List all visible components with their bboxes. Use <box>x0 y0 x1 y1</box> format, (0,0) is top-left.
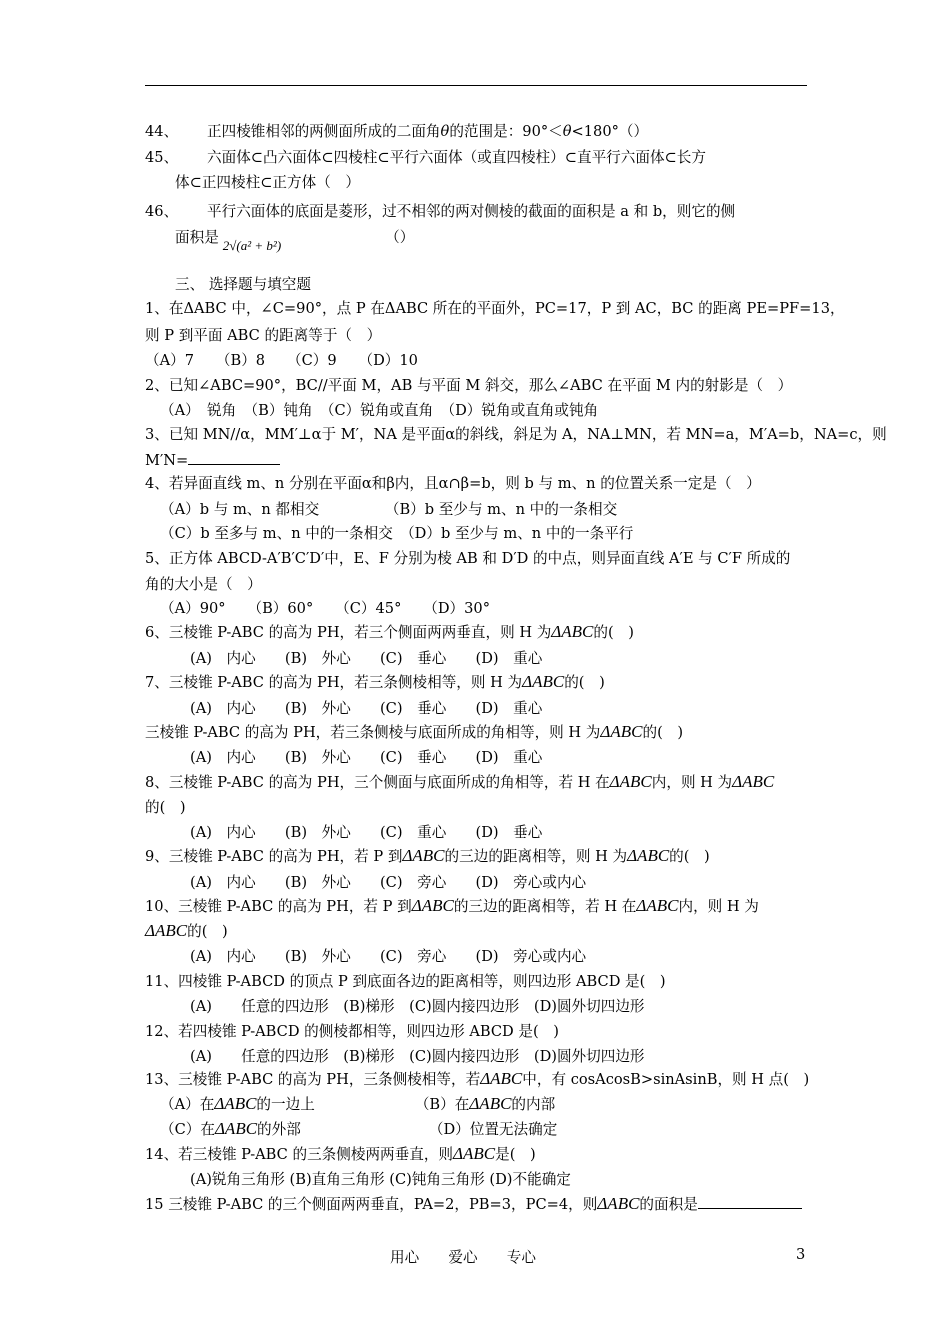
q10-line2: ΔABC的( ) <box>145 921 228 940</box>
answer-blank <box>698 1194 802 1209</box>
answer-blank <box>188 450 280 465</box>
q13-line1: 13、三棱锥 P-ABC 的高为 PH，三条侧棱相等，若ΔABC中，有 cosAcosB>sinAsinB，则 H 点( ) <box>145 1069 810 1088</box>
q1-line2: 则 P 到平面 ABC 的距离等于（ ） <box>145 327 382 344</box>
q6-options: (A) 内心 (B) 外心 (C) 垂心 (D) 重心 <box>190 650 543 667</box>
header-rule <box>145 85 807 86</box>
q10-options: (A) 内心 (B) 外心 (C) 旁心 (D) 旁心或内心 <box>190 948 587 965</box>
q5-line1: 5、正方体 ABCD-A′B′C′D′中，E、F 分别为棱 AB 和 D′D 的中点，则异面直线 A′E 与 C′F 所成的 <box>145 550 791 567</box>
q9-options: (A) 内心 (B) 外心 (C) 旁心 (D) 旁心或内心 <box>190 874 587 891</box>
q7-options: (A) 内心 (B) 外心 (C) 垂心 (D) 重心 <box>190 700 543 717</box>
q8-line2: 的( ) <box>145 799 186 816</box>
q10-line1: 10、三棱锥 P-ABC 的高为 PH，若 P 到ΔABC的三边的距离相等，若 H 在ΔABC内，则 H 为 <box>145 896 759 915</box>
q1-line1: 1、在ΔABC 中，∠C=90°，点 P 在ΔABC 所在的平面外，PC=17，P 到 AC，BC 的距离 PE=PF=13， <box>145 300 845 317</box>
sqrt-formula: 2√(a² + b²) <box>222 238 282 253</box>
q12-options: (A) 任意的四边形 (B)梯形 (C)圆内接四边形 (D)圆外切四边形 <box>190 1048 645 1065</box>
q8-line1: 8、三棱锥 P-ABC 的高为 PH，三个侧面与底面所成的角相等，若 H 在ΔABC内，则 H 为ΔABC <box>145 772 775 791</box>
q9-line1: 9、三棱锥 P-ABC 的高为 PH，若 P 到ΔABC的三边的距离相等，则 H 为ΔABC的( ) <box>145 846 710 865</box>
q7b-options: (A) 内心 (B) 外心 (C) 垂心 (D) 重心 <box>190 749 543 766</box>
q14-options: (A)锐角三角形 (B)直角三角形 (C)钝角三角形 (D)不能确定 <box>190 1171 571 1188</box>
q5-options: （A）90° （B）60° （C）45° （D）30° <box>160 600 491 617</box>
item-45-cont: 体⊂正四棱柱⊂正方体（ ） <box>175 174 360 191</box>
item-45: 45、 六面体⊂凸六面体⊂四棱柱⊂平行六面体（或直四棱柱）⊂直平行六面体⊂长方 <box>145 149 706 166</box>
item-46-cont: 面积是 2√(a² + b²) （） <box>175 228 414 256</box>
q1-options: （A）7 （B）8 （C）9 （D）10 <box>145 352 418 369</box>
page-footer: 用心 爱心 专心 <box>390 1249 536 1266</box>
page-number: 3 <box>796 1246 806 1263</box>
q4-line1: 4、若异面直线 m、n 分别在平面α和β内，且α∩β=b，则 b 与 m、n 的位置关系一定是（ ） <box>145 475 761 492</box>
q2-options: （A） 锐角 （B）钝角 （C）锐角或直角 （D）锐角或直角或钝角 <box>160 402 599 419</box>
q7-line1: 7、三棱锥 P-ABC 的高为 PH，若三条侧棱相等，则 H 为ΔABC的( ) <box>145 672 605 691</box>
q4-options-ab: （A）b 与 m、n 都相交 （B）b 至少与 m、n 中的一条相交 <box>160 501 618 518</box>
q8-options: (A) 内心 (B) 外心 (C) 重心 (D) 垂心 <box>190 824 543 841</box>
q3-line1: 3、已知 MN//α，MM′⊥α于 M′，NA 是平面α的斜线，斜足为 A，NA⊥MN，若 MN=a，M′A=b，NA=c，则 <box>145 426 887 443</box>
item-44: 44、 正四棱锥相邻的两侧面所成的二面角θ的范围是：90°＜θ<180°（） <box>145 123 649 140</box>
q2-line1: 2、已知∠ABC=90°，BC//平面 M，AB 与平面 M 斜交，那么∠ABC 在平面 M 内的射影是（ ） <box>145 377 793 394</box>
q3-line2: M′N= <box>145 450 280 471</box>
q5-line2: 角的大小是（ ） <box>145 576 262 593</box>
item-46: 46、 平行六面体的底面是菱形，过不相邻的两对侧棱的截面的面积是 a 和 b，则它的侧 <box>145 203 736 220</box>
q11-options: (A) 任意的四边形 (B)梯形 (C)圆内接四边形 (D)圆外切四边形 <box>190 998 645 1015</box>
q14-line1: 14、若三棱锥 P-ABC 的三条侧棱两两垂直，则ΔABC是( ) <box>145 1144 536 1163</box>
q6-line1: 6、三棱锥 P-ABC 的高为 PH，若三个侧面两两垂直，则 H 为ΔABC的( ) <box>145 622 634 641</box>
q13-options-cd: （C）在ΔABC的外部 （D）位置无法确定 <box>160 1119 558 1138</box>
q12-line1: 12、若四棱锥 P-ABCD 的侧棱都相等，则四边形 ABCD 是( ) <box>145 1023 559 1040</box>
q11-line1: 11、四棱锥 P-ABCD 的顶点 P 到底面各边的距离相等，则四边形 ABCD 是( ) <box>145 973 666 990</box>
section-title: 三、 选择题与填空题 <box>175 276 311 293</box>
q7b-line1: 三棱锥 P-ABC 的高为 PH，若三条侧棱与底面所成的角相等，则 H 为ΔABC的( ) <box>145 722 684 741</box>
q13-options-ab: （A）在ΔABC的一边上 （B）在ΔABC的内部 <box>160 1094 556 1113</box>
q4-options-cd: （C）b 至多与 m、n 中的一条相交 （D）b 至少与 m、n 中的一条平行 <box>160 525 634 542</box>
q15-line1: 15 三棱锥 P-ABC 的三个侧面两两垂直，PA=2，PB=3，PC=4，则ΔABC的面积是 <box>145 1194 802 1215</box>
